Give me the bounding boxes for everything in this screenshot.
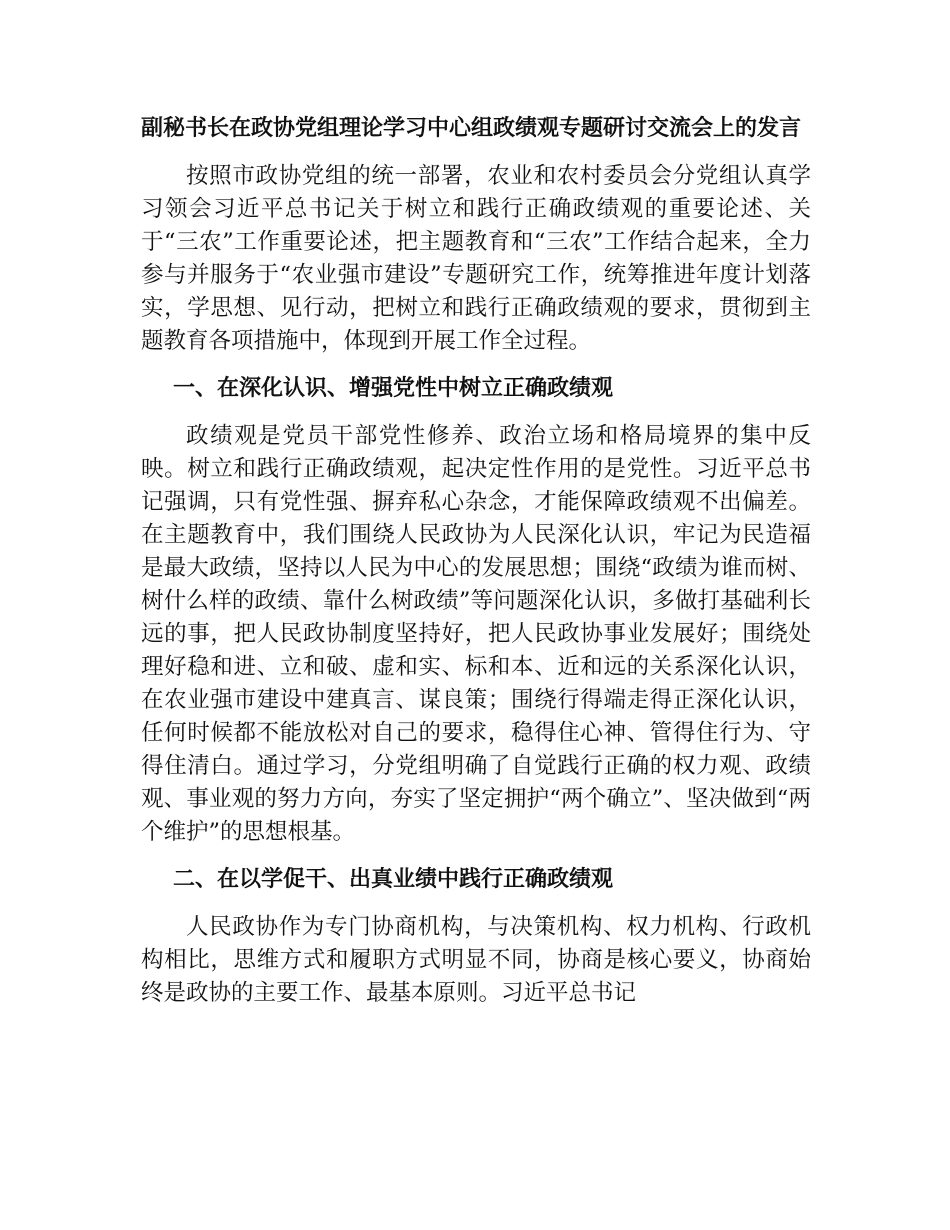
- section-2-heading: 二、在以学促干、出真业绩中践行正确政绩观: [173, 867, 614, 892]
- section-2-paragraph: 人民政协作为专门协商机构，与决策机构、权力机构、行政机构相比，思维方式和履职方式明显不同，协商是核心要义，协商始终是政协的主要工作、最基本原则。习近平总书记: [141, 914, 811, 1006]
- document-title: 副秘书长在政协党组理论学习中心组政绩观专题研讨交流会上的发言: [141, 116, 802, 141]
- section-1-heading: 一、在深化认识、增强党性中树立正确政绩观: [173, 376, 614, 401]
- section-1-paragraph: 政绩观是党员干部党性修养、政治立场和格局境界的集中反映。树立和践行正确政绩观，起决定性作用的是党性。习近平总书记强调，只有党性强、摒弃私心杂念，才能保障政绩观不出偏差。在主题教育中，我们围绕人民政协为人民深化认识，牢记为民造福是最大政绩，坚持以人民为中心的发展思想；围绕“政绩为谁而树、树什么样的政绩、靠什么树政绩”等问题深化认识，多做打基础利长远的事，把人民政协制度坚持好，把人民政协事业发展好；围绕处理好稳和进、立和破、虚和实、标和本、近和远的关系深化认识，在农业强市建设中建真言、谋良策；围绕行得端走得正深化认识，任何时候都不能放松对自己的要求，稳得住心神、管得住行为、守得住清白。通过学习，分党组明确了自觉践行正确的权力观、政绩观、事业观的努力方向，夯实了坚定拥护“两个确立”、坚决做到“两个维护”的思想根基。: [141, 423, 811, 845]
- intro-paragraph: 按照市政协党组的统一部署，农业和农村委员会分党组认真学习领会习近平总书记关于树立和践行正确政绩观的重要论述、关于“三农”工作重要论述，把主题教育和“三农”工作结合起来，全力参与并服务于“农业强市建设”专题研究工作，统筹推进年度计划落实，学思想、见行动，把树立和践行正确政绩观的要求，贯彻到主题教育各项措施中，体现到开展工作全过程。: [141, 163, 811, 354]
- document-body: [141, 112, 811, 1010]
